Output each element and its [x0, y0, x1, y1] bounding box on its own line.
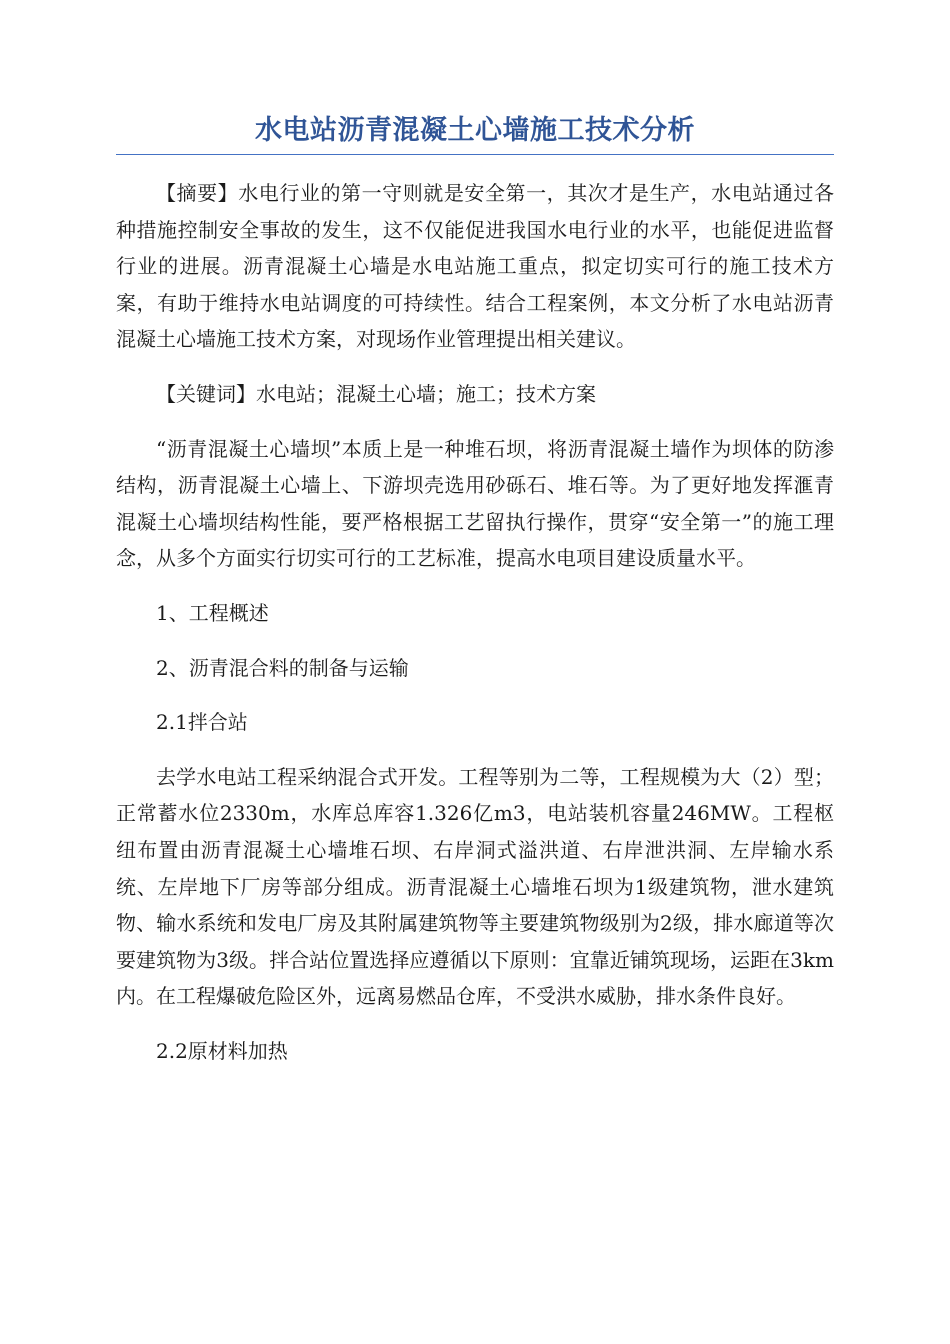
keywords-paragraph: 【关键词】水电站；混凝土心墙；施工；技术方案 [156, 381, 596, 406]
section-heading-1: 1、工程概述 [156, 600, 269, 625]
document-title: 水电站沥青混凝土心墙施工技术分析 [255, 115, 695, 146]
section-heading-2: 2、沥青混合料的制备与运输 [156, 655, 409, 680]
document-page [116, 112, 834, 1087]
subsection-heading-2-1: 2.1拌合站 [156, 710, 248, 735]
abstract-paragraph: 【摘要】水电行业的第一守则就是安全第一，其次才是生产，水电站通过各种措施控制安全事故的发生，这不仅能促进我国水电行业的水平，也能促进监督行业的进展。沥青混凝土心墙是水电站施工重点，拟定切实可行的施工技术方案，有助于维持水电站调度的可持续性。结合工程案例，本文分析了水电站沥青混凝土心墙施工技术方案，对现场作业管理提出相关建议。 [116, 181, 834, 352]
intro-paragraph: “沥青混凝土心墙坝”本质上是一种堆石坝，将沥青混凝土墙作为坝体的防渗结构，沥青混凝土心墙上、下游坝壳选用砂砾石、堆石等。为了更好地发挥滙青混凝土心墙坝结构性能，要严格根据工艺留执行操作，贯穿“安全第一”的施工理念，从多个方面实行切实可行的工艺标准，提高水电项目建设质量水平。 [116, 436, 834, 571]
subsection-heading-2-2: 2.2原材料加热 [156, 1038, 288, 1063]
title-underline [116, 154, 834, 155]
section-2-1-paragraph: 去学水电站工程采纳混合式开发。工程等别为二等，工程规模为大（2）型；正常蓄水位2330m，水库总库容1.326亿m3，电站装机容量246MW。工程枢纽布置由沥青混凝土心墙堆石坝、右岸洞式溢洪道、右岸泄洪洞、左岸输水系统、左岸地下厂房等部分组成。沥青混凝土心墙堆石坝为1级建筑物，泄水建筑物、输水系统和发电厂房及其附属建筑物等主要建筑物级别为2级，排水廊道等次要建筑物为3级。拌合站位置选择应遵循以下原则：宜靠近铺筑现场，运距在3km内。在工程爆破危险区外，远离易燃品仓库，不受洪水威胁，排水条件良好。 [116, 764, 834, 1009]
